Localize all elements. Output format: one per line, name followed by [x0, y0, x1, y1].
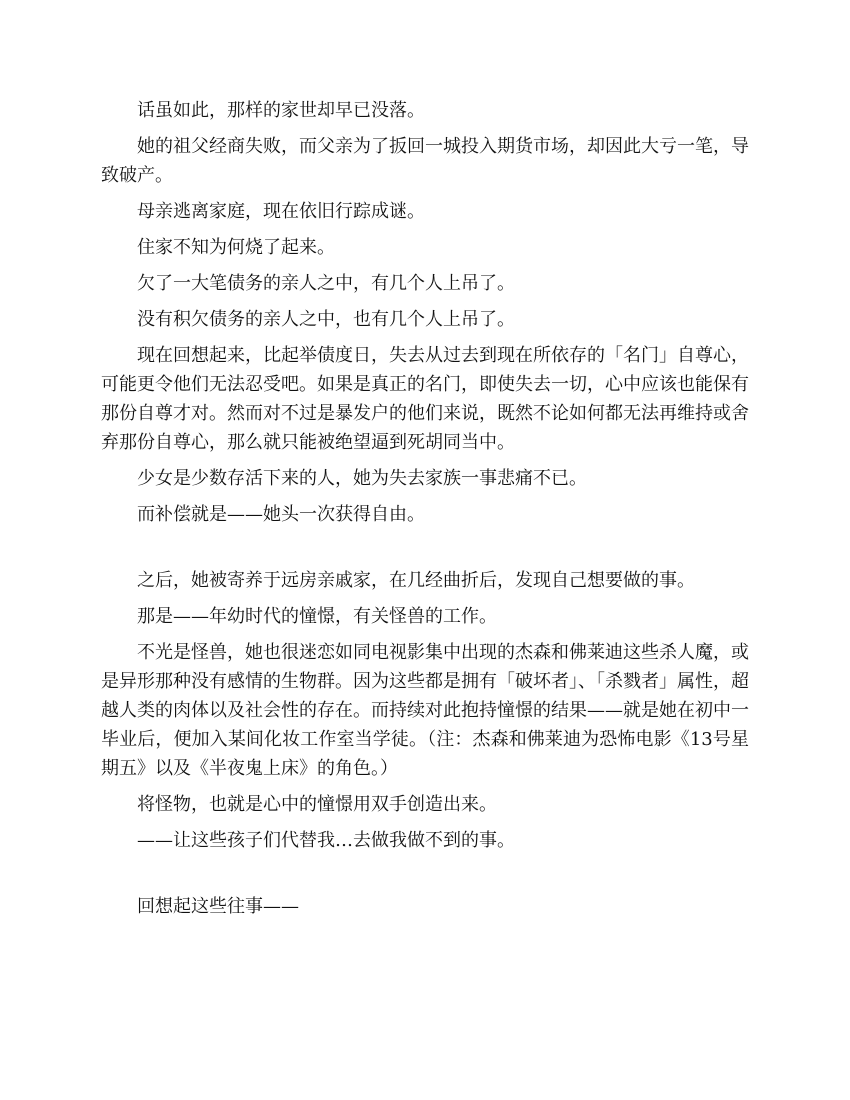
section-break [101, 862, 749, 892]
paragraph-1: 话虽如此，那样的家世却早已没落。 [137, 100, 425, 121]
paragraph-5: 欠了一大笔债务的亲人之中，有几个人上吊了。 [137, 273, 515, 294]
paragraph-10: 之后，她被寄养于远房亲戚家，在几经曲折后，发现自己想要做的事。 [137, 570, 695, 591]
paragraph-4: 住家不知为何烧了起来。 [137, 237, 335, 258]
paragraph-9: 而补偿就是——她头一次获得自由。 [137, 504, 425, 525]
paragraph-6: 没有积欠债务的亲人之中，也有几个人上吊了。 [137, 309, 515, 330]
paragraph-8: 少女是少数存活下来的人，她为失去家族一事悲痛不已。 [137, 468, 587, 489]
paragraph-7: 现在回想起来，比起举债度日，失去从过去到现在所依存的「名门」自尊心，可能更令他们无法忍受吧。如果是真正的名门，即使失去一切，心中应该也能保有那份自尊才对。然而对不过是暴发户的他们来说，既然不论如何都无法再维持或舍弃那份自尊心，那么就只能被绝望逼到死胡同当中。 [101, 345, 749, 453]
paragraph-3: 母亲逃离家庭，现在依旧行踪成谜。 [137, 201, 425, 222]
paragraph-13: 将怪物，也就是心中的憧憬用双手创造出来。 [137, 794, 497, 815]
paragraph-2: 她的祖父经商失败，而父亲为了扳回一城投入期货市场，却因此大亏一笔，导致破产。 [101, 136, 749, 186]
paragraph-11: 那是——年幼时代的憧憬，有关怪兽的工作。 [137, 606, 497, 627]
document-page [101, 96, 749, 928]
paragraph-14: ——让这些孩子们代替我…去做我做不到的事。 [137, 830, 515, 851]
section-break [101, 536, 749, 566]
paragraph-15: 回想起这些往事—— [137, 896, 299, 917]
paragraph-12: 不光是怪兽，她也很迷恋如同电视影集中出现的杰森和佛莱迪这些杀人魔，或是异形那种没有感情的生物群。因为这些都是拥有「破坏者」、「杀戮者」属性，超越人类的肉体以及社会性的存在。而持续对此抱持憧憬的结果——就是她在初中一毕业后，便加入某间化妆工作室当学徒。（注：杰森和佛莱迪为恐怖电影《13号星期五》以及《半夜鬼上床》的角色。） [101, 642, 749, 779]
